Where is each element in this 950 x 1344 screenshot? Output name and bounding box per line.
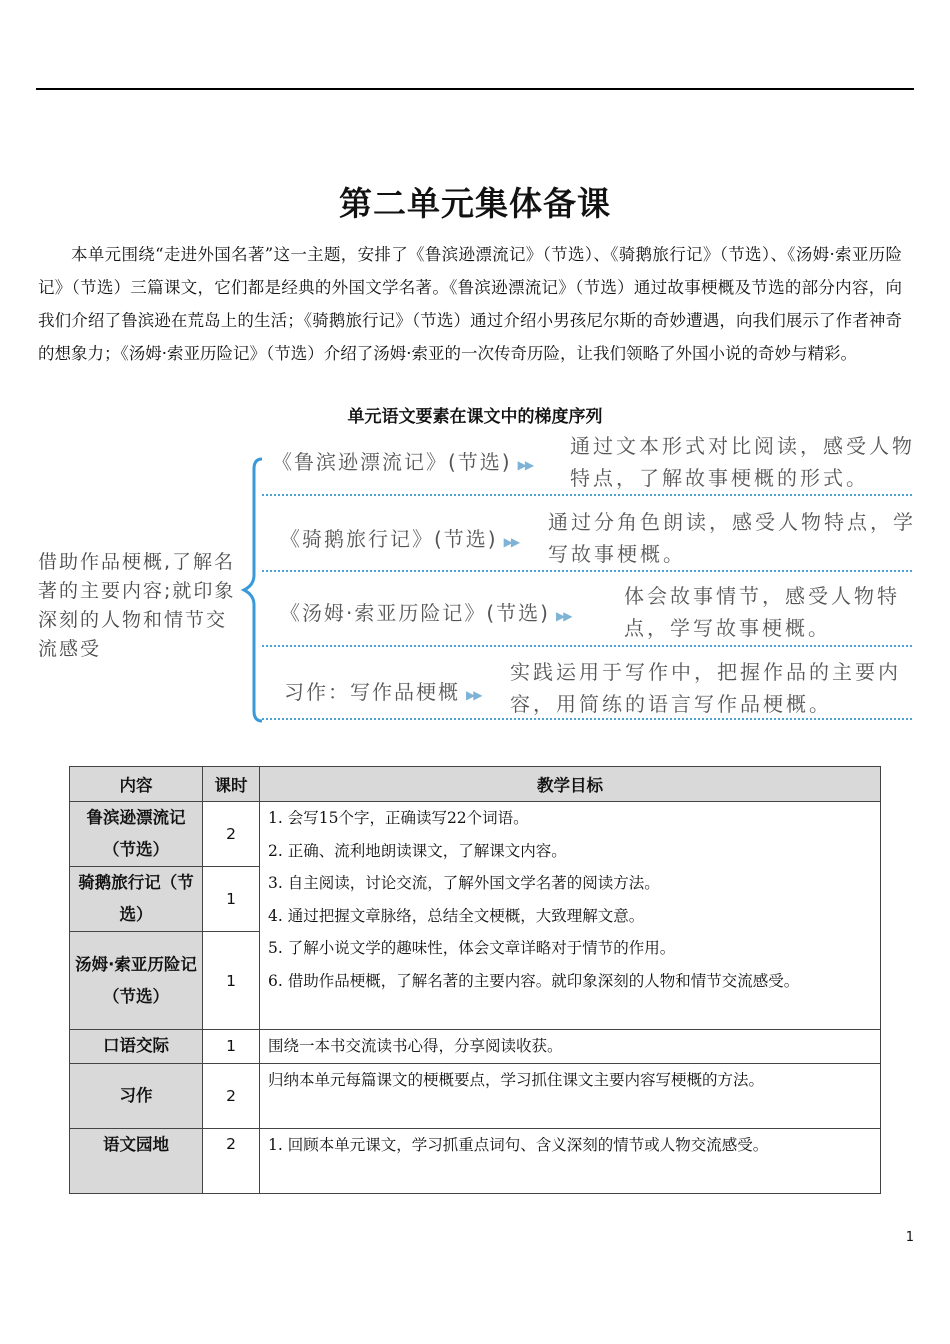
arrow-icon: ▶▶: [517, 458, 533, 472]
arrow-icon: ▶▶: [555, 609, 571, 623]
cell-content: 汤姆·索亚历险记（节选）: [70, 932, 203, 1030]
header-goals: 教学目标: [260, 767, 881, 802]
cell-goal: 围绕一本书交流读书心得，分享阅读收获。: [260, 1030, 881, 1064]
goal-item: 1. 会写15个字，正确读写22个词语。: [268, 809, 529, 827]
diagram-row-1-label: 《鲁滨逊漂流记》(节选) ▶▶: [272, 450, 533, 474]
diagram-title: 单元语文要素在课文中的梯度序列: [347, 407, 603, 427]
goal-item: 2. 正确、流利地朗读课文，了解课文内容。: [268, 841, 567, 860]
goal-item: 3. 自主阅读，讨论交流，了解外国文学名著的阅读方法。: [268, 874, 660, 892]
table-row: [70, 802, 881, 867]
table-row: [70, 1030, 881, 1064]
goal-item: 4. 通过把握文章脉络，总结全文梗概，大致理解文意。: [268, 906, 645, 925]
arrow-icon: ▶▶: [466, 688, 481, 702]
cell-shared-goals: [260, 802, 881, 1030]
diagram-row-1-desc: 通过文本形式对比阅读，感受人物特点，了解故事梗概的形式。: [570, 434, 915, 490]
header-rule: [36, 88, 914, 90]
header-hours: 课时: [203, 767, 260, 802]
diagram-row-4-label: 习作：写作品梗概 ▶▶: [284, 680, 481, 704]
dotted-divider: [262, 645, 912, 647]
diagram-row-4-desc: 实践运用于写作中，把握作品的主要内容，用简练的语言写作品梗概。: [510, 660, 901, 716]
dotted-divider: [262, 718, 912, 720]
goal-item: 6. 借助作品梗概，了解名著的主要内容。就印象深刻的人物和情节交流感受。: [268, 971, 800, 990]
cell-goal: 归纳本单元每篇课文的梗概要点，学习抓住课文主要内容写梗概的方法。: [260, 1063, 881, 1128]
cell-content: 鲁滨逊漂流记（节选）: [70, 802, 203, 867]
cell-hours: 2: [203, 1128, 260, 1193]
cell-content: 口语交际: [70, 1030, 203, 1064]
dotted-divider: [262, 494, 912, 496]
cell-hours: 1: [203, 1030, 260, 1064]
table-row: [70, 1128, 881, 1193]
page-number: 1: [905, 1230, 914, 1245]
page-title: 第二单元集体备课: [339, 184, 611, 223]
intro-paragraph: 本单元围绕“走进外国名著”这一主题，安排了《鲁滨逊漂流记》（节选）、《骑鹅旅行记》（节选）、《汤姆·索亚历险记》（节选）三篇课文，它们都是经典的外国文学名著。《鲁滨逊漂流记》（节选）通过故事梗概及节选的部分内容，向我们介绍了鲁滨逊在荒岛上的生活；《骑鹅旅行记》（节选）通过介绍小男孩尼尔斯的奇妙遭遇，向我们展示了作者神奇的想象力；《汤姆·索亚历险记》（节选）介绍了汤姆·索亚的一次传奇历险，让我们领略了外国小说的奇妙与精彩。: [38, 245, 902, 363]
cell-content: 骑鹅旅行记（节选）: [70, 867, 203, 932]
cell-content: 习作: [70, 1063, 203, 1128]
arrow-icon: ▶▶: [503, 535, 519, 549]
goal-item: 1. 回顾本单元课文，学习抓重点词句、含义深刻的情节或人物交流感受。: [268, 1135, 769, 1154]
diagram-left-text: 借助作品梗概,了解名著的主要内容;就印象深刻的人物和情节交流感受: [38, 551, 236, 660]
diagram-row-2-label: 《骑鹅旅行记》(节选) ▶▶: [280, 527, 519, 551]
diagram-row-2-desc: 通过分角色朗读，感受人物特点，学写故事梗概。: [548, 510, 916, 566]
cell-hours: 1: [203, 867, 260, 932]
cell-hours: 2: [203, 1063, 260, 1128]
cell-goal: [260, 1128, 881, 1193]
brace-icon: [232, 455, 266, 725]
table-header-row: [70, 767, 881, 802]
cell-content: 语文园地: [70, 1128, 203, 1193]
lesson-plan-table: [69, 766, 881, 1194]
table-row: [70, 1063, 881, 1128]
goal-item: 5. 了解小说文学的趣味性，体会文章详略对于情节的作用。: [268, 939, 676, 957]
cell-hours: 2: [203, 802, 260, 867]
dotted-divider: [262, 570, 912, 572]
header-content: 内容: [70, 767, 203, 802]
cell-hours: 1: [203, 932, 260, 1030]
diagram-row-3-desc: 体会故事情节，感受人物特点，学写故事梗概。: [624, 584, 900, 640]
diagram-row-3-label: 《汤姆·索亚历险记》(节选) ▶▶: [280, 601, 571, 625]
